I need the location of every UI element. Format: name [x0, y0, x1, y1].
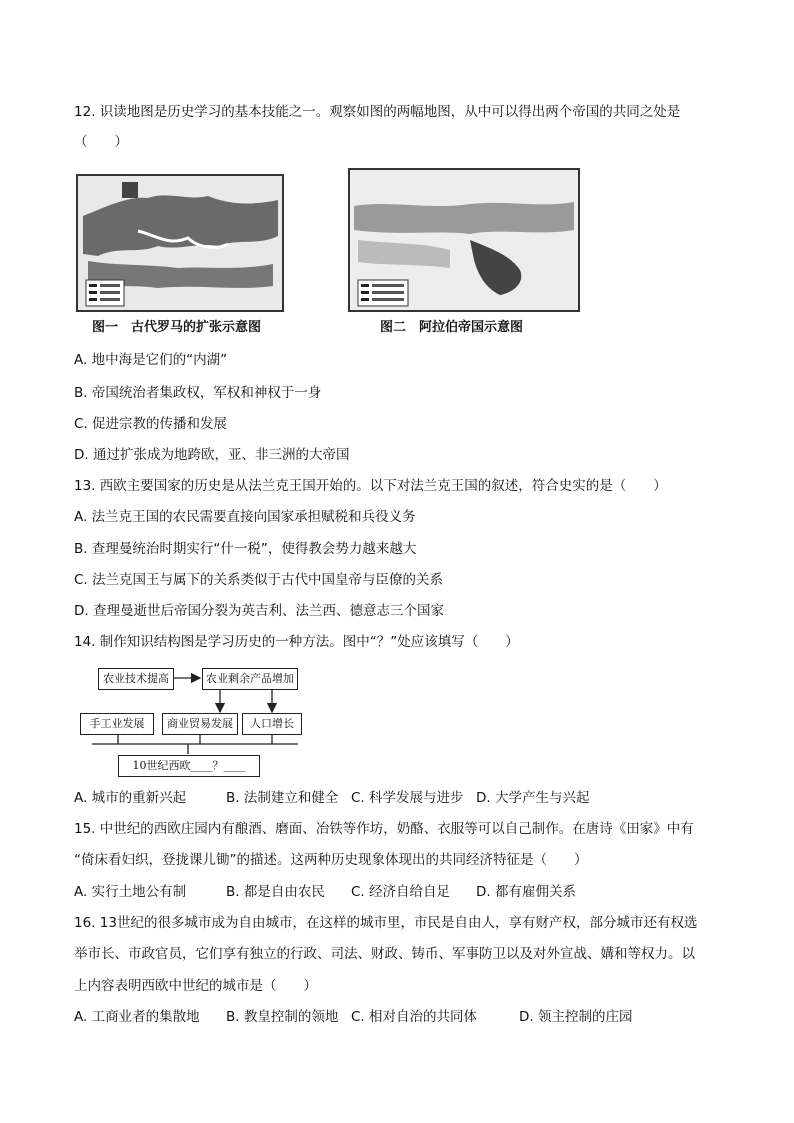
q13-option-a: A. 法兰克王国的农民需要直接向国家承担赋税和兵役义务 [74, 509, 416, 525]
q14-stem: 14. 制作知识结构图是学习历史的一种方法。图中“？”处应该填写（ ） [74, 634, 519, 650]
q15-stem-line1: 15. 中世纪的西欧庄园内有酿酒、磨面、冶铁等作坊，奶酪、衣服等可以自己制作。在唐诗《田家》中有 [74, 821, 694, 837]
q16-option-c: C. 相对自治的共同体 [351, 1009, 478, 1025]
q16-stem-line2: 举市长、市政官员，它们享有独立的行政、司法、财政、铸币、军事防卫以及对外宣战、媾和等权力。以 [74, 946, 695, 962]
q13-option-c: C. 法兰克国王与属下的关系类似于古代中国皇帝与臣僚的关系 [74, 572, 444, 588]
q12-option-b: B. 帝国统治者集政权，军权和神权于一身 [74, 385, 322, 401]
q15-option-b: B. 都是自由农民 [226, 884, 325, 900]
q13-option-d: D. 查理曼逝世后帝国分裂为英吉利、法兰西、德意志三个国家 [74, 603, 444, 619]
q12-option-a: A. 地中海是它们的“内湖” [74, 352, 228, 368]
q13-stem: 13. 西欧主要国家的历史是从法兰克王国开始的。以下对法兰克王国的叙述，符合史实的是（ ） [74, 478, 667, 494]
q15-stem-line2: “倚床看妇织，登拢课儿锄”的描述。这两种历史现象体现出的共同经济特征是（ ） [74, 852, 588, 868]
q15-option-d: D. 都有雇佣关系 [476, 884, 576, 900]
box-population: 人口增长 [242, 713, 302, 735]
box-question: 10世纪西欧____？____ [118, 755, 260, 777]
q16-option-d: D. 领主控制的庄园 [519, 1009, 633, 1025]
box-commerce: 商业贸易发展 [162, 713, 238, 735]
q12-option-c: C. 促进宗教的传播和发展 [74, 416, 228, 432]
q14-option-b: B. 法制建立和健全 [226, 790, 339, 806]
q15-options [74, 882, 576, 902]
q16-stem-line3: 上内容表明西欧中世纪的城市是（ ） [74, 978, 317, 994]
q16-option-b: B. 教皇控制的领地 [226, 1009, 339, 1025]
q16-stem-line1: 16. 13世纪的很多城市成为自由城市，在这样的城市里，市民是自由人，享有财产权，部分城市还有权选 [74, 915, 698, 931]
q16-option-a: A. 工商业者的集散地 [74, 1009, 200, 1025]
fig2-caption: 图二 阿拉伯帝国示意图 [380, 320, 524, 335]
q12-option-d: D. 通过扩张成为地跨欧，亚、非三洲的大帝国 [74, 447, 350, 463]
q15-option-a: A. 实行土地公有制 [74, 884, 187, 900]
q12-paren: （ ） [74, 134, 128, 150]
box-agri-tech: 农业技术提高 [98, 668, 174, 690]
q14-options [74, 788, 589, 808]
box-agri-surplus: 农业剩余产品增加 [202, 668, 298, 690]
q14-option-a: A. 城市的重新兴起 [74, 790, 187, 806]
fig1-caption: 图一 古代罗马的扩张示意图 [92, 320, 262, 335]
q15-option-c: C. 经济自给自足 [351, 884, 451, 900]
q13-option-b: B. 查理曼统治时期实行“什一税”，使得教会势力越来越大 [74, 541, 417, 557]
box-handicraft: 手工业发展 [80, 713, 154, 735]
q12-stem: 12. 识读地图是历史学习的基本技能之一。观察如图的两幅地图，从中可以得出两个帝国的共同之处是 [74, 104, 681, 120]
q16-options [74, 1007, 632, 1027]
q14-option-d: D. 大学产生与兴起 [476, 790, 590, 806]
q14-option-c: C. 科学发展与进步 [351, 790, 464, 806]
